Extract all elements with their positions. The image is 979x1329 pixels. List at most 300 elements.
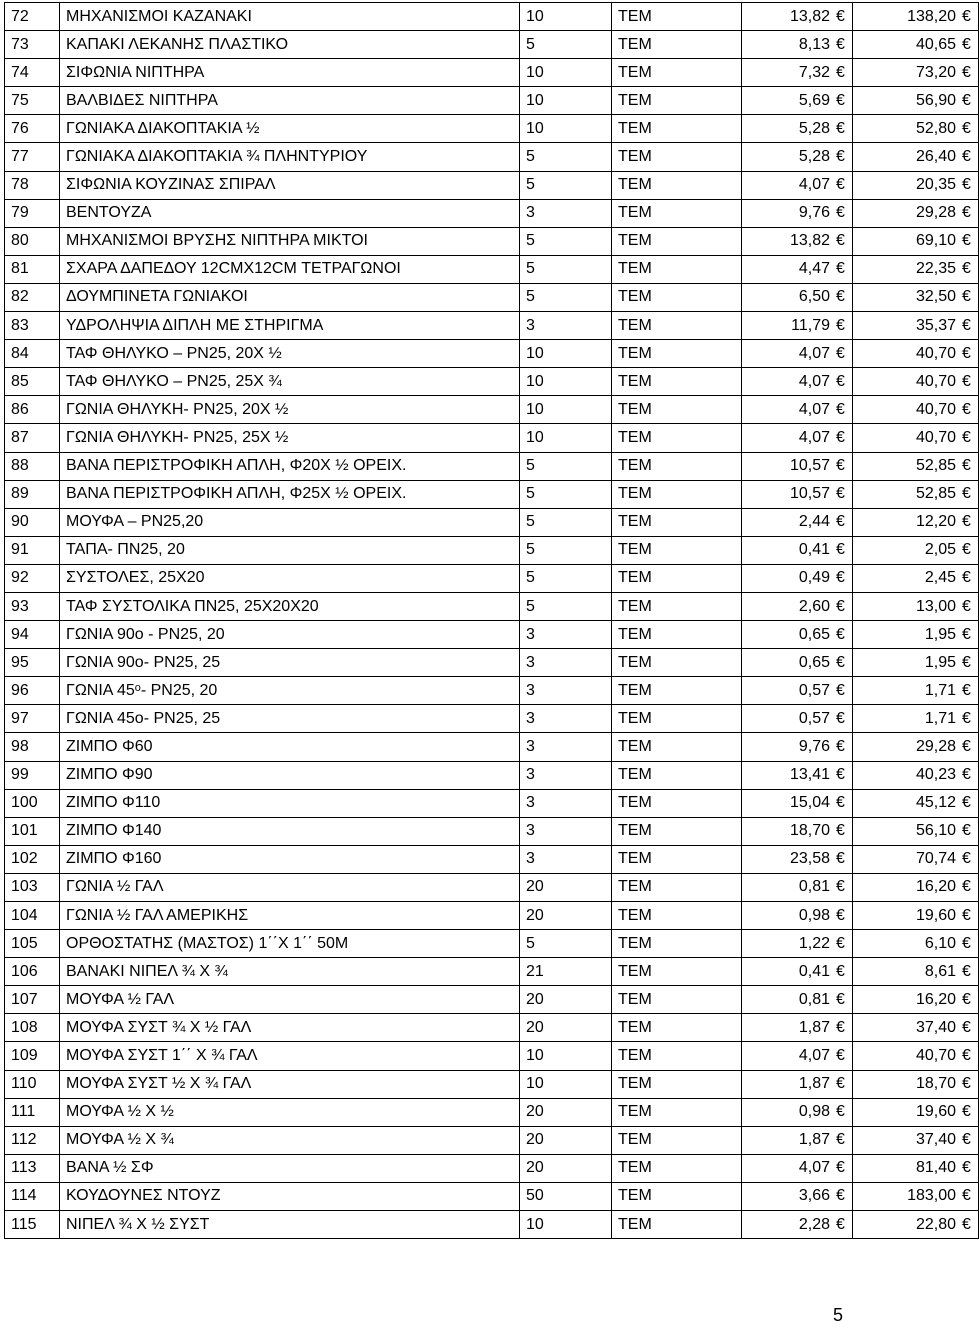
item-total-cell-text: 1,95 xyxy=(924,653,956,671)
item-description-cell-text: ΣΙΦΩΝΙΑ ΝΙΠΤΗΡΑ xyxy=(66,63,205,81)
table-row xyxy=(5,705,979,733)
currency-symbol: € xyxy=(836,485,845,503)
table-row xyxy=(5,930,979,958)
item-description-cell-text: ΓΩΝΙΑ 45ᵒ- PN25, 20 xyxy=(66,681,218,699)
item-unit-cell-text: ΤΕΜ xyxy=(618,344,652,362)
item-description-cell xyxy=(60,255,520,283)
item-number-cell-text: 111 xyxy=(11,1103,36,1121)
item-total-cell xyxy=(853,3,979,31)
item-unit-cell-text: ΤΕΜ xyxy=(618,794,652,812)
item-total-cell-text: 138,20 xyxy=(907,7,956,25)
item-total-cell-text: 22,80 xyxy=(915,1215,956,1233)
page-number: 5 xyxy=(833,1305,844,1325)
item-number-cell-text: 99 xyxy=(11,766,29,784)
item-number-cell xyxy=(5,424,60,452)
item-total-cell-text: 69,10 xyxy=(915,232,956,250)
currency-symbol: € xyxy=(836,344,845,362)
table-row xyxy=(5,817,979,845)
table-row xyxy=(5,986,979,1014)
item-unit-cell-text: ΤΕΜ xyxy=(618,372,652,390)
currency-symbol: € xyxy=(962,400,971,418)
item-total-cell xyxy=(853,312,979,340)
item-unit-price-cell-text: 0,81 xyxy=(798,990,830,1008)
currency-symbol: € xyxy=(962,1018,971,1036)
item-quantity-cell xyxy=(520,1070,612,1098)
item-unit-price-cell-text: 3,66 xyxy=(798,1187,830,1205)
item-description-cell xyxy=(60,1070,520,1098)
table-row xyxy=(5,199,979,227)
currency-symbol: € xyxy=(962,990,971,1008)
table-row xyxy=(5,31,979,59)
item-total-cell-text: 16,20 xyxy=(915,878,956,896)
item-description-cell xyxy=(60,733,520,761)
item-unit-price-cell xyxy=(742,508,853,536)
item-unit-price-cell-text: 4,07 xyxy=(798,176,830,194)
item-unit-price-cell xyxy=(742,958,853,986)
item-quantity-cell xyxy=(520,143,612,171)
item-unit-cell-text: ΤΕΜ xyxy=(618,485,652,503)
table-row xyxy=(5,312,979,340)
item-unit-price-cell xyxy=(742,1154,853,1182)
item-total-cell xyxy=(853,368,979,396)
currency-symbol: € xyxy=(962,822,971,840)
item-description-cell-text: ΓΩΝΙΑ 90ο- PN25, 25 xyxy=(66,653,221,671)
item-quantity-cell xyxy=(520,1211,612,1239)
item-quantity-cell xyxy=(520,340,612,368)
item-unit-cell xyxy=(612,1042,742,1070)
item-number-cell-text: 108 xyxy=(11,1018,38,1036)
item-unit-price-cell xyxy=(742,424,853,452)
item-unit-price-cell-text: 4,07 xyxy=(798,344,830,362)
item-unit-price-cell-text: 0,41 xyxy=(798,541,830,559)
item-quantity-cell xyxy=(520,368,612,396)
item-description-cell-text: ΚΟΥΔΟΥΝΕΣ ΝΤΟΥΖ xyxy=(66,1187,221,1205)
item-number-cell xyxy=(5,227,60,255)
item-unit-cell xyxy=(612,396,742,424)
item-total-cell xyxy=(853,87,979,115)
item-total-cell xyxy=(853,1154,979,1182)
item-number-cell-text: 76 xyxy=(11,119,29,137)
table-row xyxy=(5,87,979,115)
currency-symbol: € xyxy=(836,372,845,390)
item-unit-price-cell-text: 2,60 xyxy=(798,597,830,615)
item-total-cell xyxy=(853,845,979,873)
item-quantity-cell xyxy=(520,1126,612,1154)
item-number-cell xyxy=(5,677,60,705)
item-unit-price-cell-text: 1,87 xyxy=(798,1131,830,1149)
item-total-cell-text: 35,37 xyxy=(915,316,956,334)
item-total-cell-text: 81,40 xyxy=(915,1159,956,1177)
item-unit-price-cell xyxy=(742,255,853,283)
item-unit-price-cell-text: 0,65 xyxy=(798,625,830,643)
item-number-cell-text: 96 xyxy=(11,681,29,699)
item-unit-cell-text: ΤΕΜ xyxy=(618,569,652,587)
item-unit-cell xyxy=(612,143,742,171)
item-description-cell xyxy=(60,677,520,705)
item-number-cell xyxy=(5,1042,60,1070)
item-unit-price-cell-text: 8,13 xyxy=(798,35,830,53)
item-quantity-cell-text: 10 xyxy=(526,1047,544,1065)
item-unit-price-cell xyxy=(742,705,853,733)
item-total-cell xyxy=(853,396,979,424)
table-row xyxy=(5,508,979,536)
item-number-cell-text: 88 xyxy=(11,457,29,475)
item-number-cell-text: 89 xyxy=(11,485,29,503)
currency-symbol: € xyxy=(836,962,845,980)
item-unit-cell-text: ΤΕΜ xyxy=(618,35,652,53)
item-number-cell-text: 101 xyxy=(11,822,38,840)
item-quantity-cell-text: 20 xyxy=(526,990,544,1008)
item-quantity-cell xyxy=(520,621,612,649)
item-total-cell xyxy=(853,1098,979,1126)
currency-symbol: € xyxy=(962,1131,971,1149)
currency-symbol: € xyxy=(836,260,845,278)
table-row xyxy=(5,649,979,677)
currency-symbol: € xyxy=(836,653,845,671)
table-row xyxy=(5,227,979,255)
item-unit-cell xyxy=(612,1014,742,1042)
item-number-cell xyxy=(5,761,60,789)
currency-symbol: € xyxy=(836,513,845,531)
item-total-cell-text: 12,20 xyxy=(915,513,956,531)
item-quantity-cell-text: 5 xyxy=(526,513,535,531)
item-description-cell xyxy=(60,817,520,845)
item-description-cell-text: ΜΗΧΑΝΙΣΜΟΙ ΚΑΖΑΝΑΚΙ xyxy=(66,7,252,25)
item-total-cell xyxy=(853,143,979,171)
item-total-cell-text: 40,23 xyxy=(915,766,956,784)
currency-symbol: € xyxy=(836,737,845,755)
item-unit-price-cell-text: 4,07 xyxy=(798,1047,830,1065)
item-description-cell-text: ΓΩΝΙΑΚΑ ΔΙΑΚΟΠΤΑΚΙΑ ½ xyxy=(66,119,260,137)
item-total-cell xyxy=(853,621,979,649)
item-unit-price-cell-text: 0,98 xyxy=(798,906,830,924)
item-description-cell-text: ΓΩΝΙΑΚΑ ΔΙΑΚΟΠΤΑΚΙΑ ¾ ΠΛΗΝΤΥΡΙΟΥ xyxy=(66,148,368,166)
currency-symbol: € xyxy=(962,7,971,25)
item-total-cell-text: 1,71 xyxy=(924,681,956,699)
item-description-cell-text: ΣΙΦΩΝΙΑ ΚΟΥΖΙΝΑΣ ΣΠΙΡΑΛ xyxy=(66,176,276,194)
item-number-cell-text: 85 xyxy=(11,372,29,390)
item-total-cell-text: 18,70 xyxy=(915,1075,956,1093)
item-total-cell xyxy=(853,1211,979,1239)
item-description-cell-text: ΤΑΦ ΘΗΛΥΚΟ – PN25, 20Χ ½ xyxy=(66,344,282,362)
item-total-cell xyxy=(853,564,979,592)
item-number-cell xyxy=(5,536,60,564)
item-description-cell-text: ΒΑΛΒΙΔΕΣ ΝΙΠΤΗΡΑ xyxy=(66,91,218,109)
item-quantity-cell-text: 5 xyxy=(526,232,535,250)
currency-symbol: € xyxy=(836,1159,845,1177)
item-total-cell-text: 37,40 xyxy=(915,1131,956,1149)
item-unit-price-cell-text: 1,87 xyxy=(798,1018,830,1036)
currency-symbol: € xyxy=(962,457,971,475)
item-quantity-cell xyxy=(520,1154,612,1182)
item-unit-cell xyxy=(612,1070,742,1098)
item-unit-price-cell xyxy=(742,1014,853,1042)
item-unit-cell-text: ΤΕΜ xyxy=(618,1047,652,1065)
item-number-cell-text: 73 xyxy=(11,35,29,53)
item-unit-cell xyxy=(612,592,742,620)
item-description-cell xyxy=(60,1154,520,1182)
item-unit-cell-text: ΤΕΜ xyxy=(618,91,652,109)
item-description-cell-text: ΓΩΝΙΑ ΘΗΛΥΚΗ- PN25, 20Χ ½ xyxy=(66,400,289,418)
table-row xyxy=(5,368,979,396)
table-row xyxy=(5,1042,979,1070)
item-description-cell xyxy=(60,1182,520,1210)
item-unit-price-cell xyxy=(742,340,853,368)
item-quantity-cell-text: 10 xyxy=(526,344,544,362)
item-total-cell xyxy=(853,199,979,227)
item-unit-price-cell xyxy=(742,873,853,901)
item-quantity-cell-text: 20 xyxy=(526,1018,544,1036)
currency-symbol: € xyxy=(962,344,971,362)
item-quantity-cell xyxy=(520,199,612,227)
item-unit-cell-text: ΤΕΜ xyxy=(618,63,652,81)
item-total-cell-text: 26,40 xyxy=(915,148,956,166)
item-unit-price-cell-text: 23,58 xyxy=(789,850,830,868)
item-description-cell-text: ΔΟΥΜΠΙΝΕΤΑ ΓΩΝΙΑΚΟΙ xyxy=(66,288,248,306)
item-total-cell-text: 2,05 xyxy=(924,541,956,559)
items-table-body xyxy=(5,3,979,1239)
item-unit-cell xyxy=(612,199,742,227)
item-total-cell-text: 40,65 xyxy=(915,35,956,53)
item-quantity-cell xyxy=(520,902,612,930)
currency-symbol: € xyxy=(836,1075,845,1093)
currency-symbol: € xyxy=(962,148,971,166)
item-unit-cell xyxy=(612,312,742,340)
item-description-cell xyxy=(60,31,520,59)
item-description-cell xyxy=(60,1098,520,1126)
item-unit-cell xyxy=(612,31,742,59)
item-unit-price-cell-text: 10,57 xyxy=(789,457,830,475)
item-description-cell xyxy=(60,845,520,873)
item-description-cell xyxy=(60,873,520,901)
table-row xyxy=(5,255,979,283)
item-quantity-cell xyxy=(520,1042,612,1070)
item-unit-price-cell xyxy=(742,1211,853,1239)
item-unit-cell xyxy=(612,283,742,311)
item-total-cell xyxy=(853,649,979,677)
item-unit-price-cell xyxy=(742,1098,853,1126)
currency-symbol: € xyxy=(962,850,971,868)
currency-symbol: € xyxy=(962,260,971,278)
item-total-cell xyxy=(853,536,979,564)
item-description-cell-text: ΜΟΥΦΑ – PN25,20 xyxy=(66,513,204,531)
item-description-cell xyxy=(60,536,520,564)
item-description-cell xyxy=(60,283,520,311)
item-total-cell xyxy=(853,705,979,733)
item-unit-cell xyxy=(612,480,742,508)
item-quantity-cell xyxy=(520,508,612,536)
item-unit-cell-text: ΤΕΜ xyxy=(618,119,652,137)
table-row xyxy=(5,592,979,620)
item-quantity-cell-text: 10 xyxy=(526,7,544,25)
item-unit-cell-text: ΤΕΜ xyxy=(618,737,652,755)
item-unit-price-cell-text: 13,41 xyxy=(789,766,830,784)
item-unit-price-cell-text: 13,82 xyxy=(789,232,830,250)
item-number-cell-text: 84 xyxy=(11,344,29,362)
item-description-cell-text: ΟΡΘΟΣΤΑΤΗΣ (ΜΑΣΤΟΣ) 1΄΄Χ 1΄΄ 50Μ xyxy=(66,934,349,952)
item-number-cell xyxy=(5,396,60,424)
item-unit-price-cell xyxy=(742,171,853,199)
item-quantity-cell-text: 5 xyxy=(526,597,535,615)
item-quantity-cell xyxy=(520,761,612,789)
item-unit-cell-text: ΤΕΜ xyxy=(618,934,652,952)
item-unit-cell xyxy=(612,1182,742,1210)
item-description-cell xyxy=(60,368,520,396)
item-quantity-cell-text: 3 xyxy=(526,737,535,755)
item-description-cell-text: ΖΙΜΠΟ Φ140 xyxy=(66,822,162,840)
currency-symbol: € xyxy=(836,1187,845,1205)
item-unit-price-cell-text: 7,32 xyxy=(798,63,830,81)
currency-symbol: € xyxy=(836,990,845,1008)
item-unit-cell xyxy=(612,621,742,649)
item-unit-cell-text: ΤΕΜ xyxy=(618,990,652,1008)
item-unit-price-cell-text: 2,28 xyxy=(798,1215,830,1233)
currency-symbol: € xyxy=(836,709,845,727)
item-number-cell xyxy=(5,986,60,1014)
item-number-cell-text: 95 xyxy=(11,653,29,671)
item-quantity-cell xyxy=(520,3,612,31)
item-number-cell-text: 90 xyxy=(11,513,29,531)
currency-symbol: € xyxy=(836,1103,845,1121)
item-unit-price-cell xyxy=(742,1042,853,1070)
item-unit-price-cell xyxy=(742,845,853,873)
item-total-cell xyxy=(853,958,979,986)
item-unit-price-cell-text: 1,87 xyxy=(798,1075,830,1093)
currency-symbol: € xyxy=(836,457,845,475)
item-unit-cell-text: ΤΕΜ xyxy=(618,1018,652,1036)
item-total-cell-text: 40,70 xyxy=(915,400,956,418)
item-unit-cell-text: ΤΕΜ xyxy=(618,625,652,643)
item-unit-price-cell xyxy=(742,536,853,564)
item-unit-cell xyxy=(612,733,742,761)
table-row xyxy=(5,1014,979,1042)
item-number-cell xyxy=(5,621,60,649)
item-number-cell-text: 75 xyxy=(11,91,29,109)
item-unit-cell xyxy=(612,340,742,368)
item-quantity-cell-text: 5 xyxy=(526,485,535,503)
item-quantity-cell xyxy=(520,283,612,311)
currency-symbol: € xyxy=(962,597,971,615)
item-quantity-cell-text: 20 xyxy=(526,878,544,896)
item-quantity-cell-text: 10 xyxy=(526,428,544,446)
item-number-cell-text: 82 xyxy=(11,288,29,306)
item-unit-cell xyxy=(612,3,742,31)
item-unit-price-cell xyxy=(742,227,853,255)
item-unit-cell-text: ΤΕΜ xyxy=(618,878,652,896)
item-number-cell xyxy=(5,1211,60,1239)
item-description-cell xyxy=(60,87,520,115)
currency-symbol: € xyxy=(962,906,971,924)
item-number-cell xyxy=(5,1098,60,1126)
currency-symbol: € xyxy=(962,653,971,671)
item-description-cell-text: ΓΩΝΙΑ ½ ΓΑΛ ΑΜΕΡΙΚΗΣ xyxy=(66,906,249,924)
item-unit-price-cell-text: 5,69 xyxy=(798,91,830,109)
item-description-cell-text: ΣΧΑΡΑ ΔΑΠΕΔΟΥ 12CMX12CM ΤΕΤΡΑΓΩΝΟΙ xyxy=(66,260,401,278)
item-description-cell xyxy=(60,1014,520,1042)
item-total-cell-text: 13,00 xyxy=(915,597,956,615)
item-quantity-cell xyxy=(520,789,612,817)
item-description-cell xyxy=(60,452,520,480)
item-quantity-cell-text: 3 xyxy=(526,625,535,643)
item-unit-price-cell xyxy=(742,902,853,930)
item-description-cell xyxy=(60,930,520,958)
item-unit-cell xyxy=(612,171,742,199)
item-quantity-cell xyxy=(520,873,612,901)
item-unit-price-cell-text: 9,76 xyxy=(798,204,830,222)
item-unit-price-cell xyxy=(742,789,853,817)
item-unit-price-cell-text: 13,82 xyxy=(789,7,830,25)
item-description-cell-text: ΜΟΥΦΑ ΣΥΣΤ ¾ Χ ½ ΓΑΛ xyxy=(66,1018,252,1036)
item-description-cell-text: ΖΙΜΠΟ Φ90 xyxy=(66,766,153,784)
item-unit-cell xyxy=(612,845,742,873)
item-number-cell-text: 78 xyxy=(11,176,29,194)
table-row xyxy=(5,761,979,789)
item-description-cell xyxy=(60,424,520,452)
item-unit-cell-text: ΤΕΜ xyxy=(618,7,652,25)
currency-symbol: € xyxy=(962,1075,971,1093)
item-number-cell-text: 100 xyxy=(11,794,38,812)
item-total-cell xyxy=(853,1070,979,1098)
item-unit-cell-text: ΤΕΜ xyxy=(618,850,652,868)
item-description-cell-text: ΜΗΧΑΝΙΣΜΟΙ ΒΡΥΣΗΣ ΝΙΠΤΗΡΑ ΜΙΚΤΟΙ xyxy=(66,232,368,250)
item-unit-cell-text: ΤΕΜ xyxy=(618,1187,652,1205)
table-row xyxy=(5,480,979,508)
item-unit-price-cell xyxy=(742,817,853,845)
item-description-cell-text: ΣΥΣΤΟΛΕΣ, 25Χ20 xyxy=(66,569,205,587)
item-quantity-cell xyxy=(520,1098,612,1126)
item-unit-cell-text: ΤΕΜ xyxy=(618,400,652,418)
item-quantity-cell xyxy=(520,705,612,733)
item-quantity-cell xyxy=(520,592,612,620)
item-unit-cell-text: ΤΕΜ xyxy=(618,1103,652,1121)
item-total-cell-text: 6,10 xyxy=(924,934,956,952)
item-total-cell-text: 32,50 xyxy=(915,288,956,306)
item-quantity-cell-text: 10 xyxy=(526,1215,544,1233)
item-unit-cell xyxy=(612,930,742,958)
item-number-cell xyxy=(5,1070,60,1098)
item-unit-price-cell xyxy=(742,480,853,508)
currency-symbol: € xyxy=(836,1047,845,1065)
item-unit-price-cell xyxy=(742,31,853,59)
item-quantity-cell-text: 3 xyxy=(526,850,535,868)
item-description-cell-text: ΥΔΡΟΛΗΨΙΑ ΔΙΠΛΗ ΜΕ ΣΤΗΡΙΓΜΑ xyxy=(66,316,324,334)
item-number-cell xyxy=(5,649,60,677)
item-unit-cell-text: ΤΕΜ xyxy=(618,204,652,222)
item-description-cell xyxy=(60,564,520,592)
currency-symbol: € xyxy=(962,428,971,446)
item-total-cell-text: 183,00 xyxy=(907,1187,956,1205)
item-unit-cell-text: ΤΕΜ xyxy=(618,822,652,840)
currency-symbol: € xyxy=(836,794,845,812)
item-number-cell xyxy=(5,480,60,508)
item-unit-cell-text: ΤΕΜ xyxy=(618,962,652,980)
table-row xyxy=(5,845,979,873)
item-description-cell-text: ΒΑΝΑ ΠΕΡΙΣΤΡΟΦΙΚΗ ΑΠΛΗ, Φ20Χ ½ ΟΡΕΙΧ. xyxy=(66,457,407,475)
item-number-cell xyxy=(5,930,60,958)
table-row xyxy=(5,143,979,171)
item-description-cell-text: ΜΟΥΦΑ ΣΥΣΤ 1΄΄ Χ ¾ ΓΑΛ xyxy=(66,1047,258,1065)
item-unit-price-cell xyxy=(742,986,853,1014)
item-unit-cell-text: ΤΕΜ xyxy=(618,1075,652,1093)
item-total-cell-text: 29,28 xyxy=(915,737,956,755)
currency-symbol: € xyxy=(962,1159,971,1177)
item-description-cell xyxy=(60,761,520,789)
item-total-cell-text: 1,71 xyxy=(924,709,956,727)
item-unit-cell-text: ΤΕΜ xyxy=(618,681,652,699)
item-unit-cell-text: ΤΕΜ xyxy=(618,428,652,446)
item-description-cell-text: ΖΙΜΠΟ Φ60 xyxy=(66,737,153,755)
item-total-cell-text: 52,85 xyxy=(915,457,956,475)
